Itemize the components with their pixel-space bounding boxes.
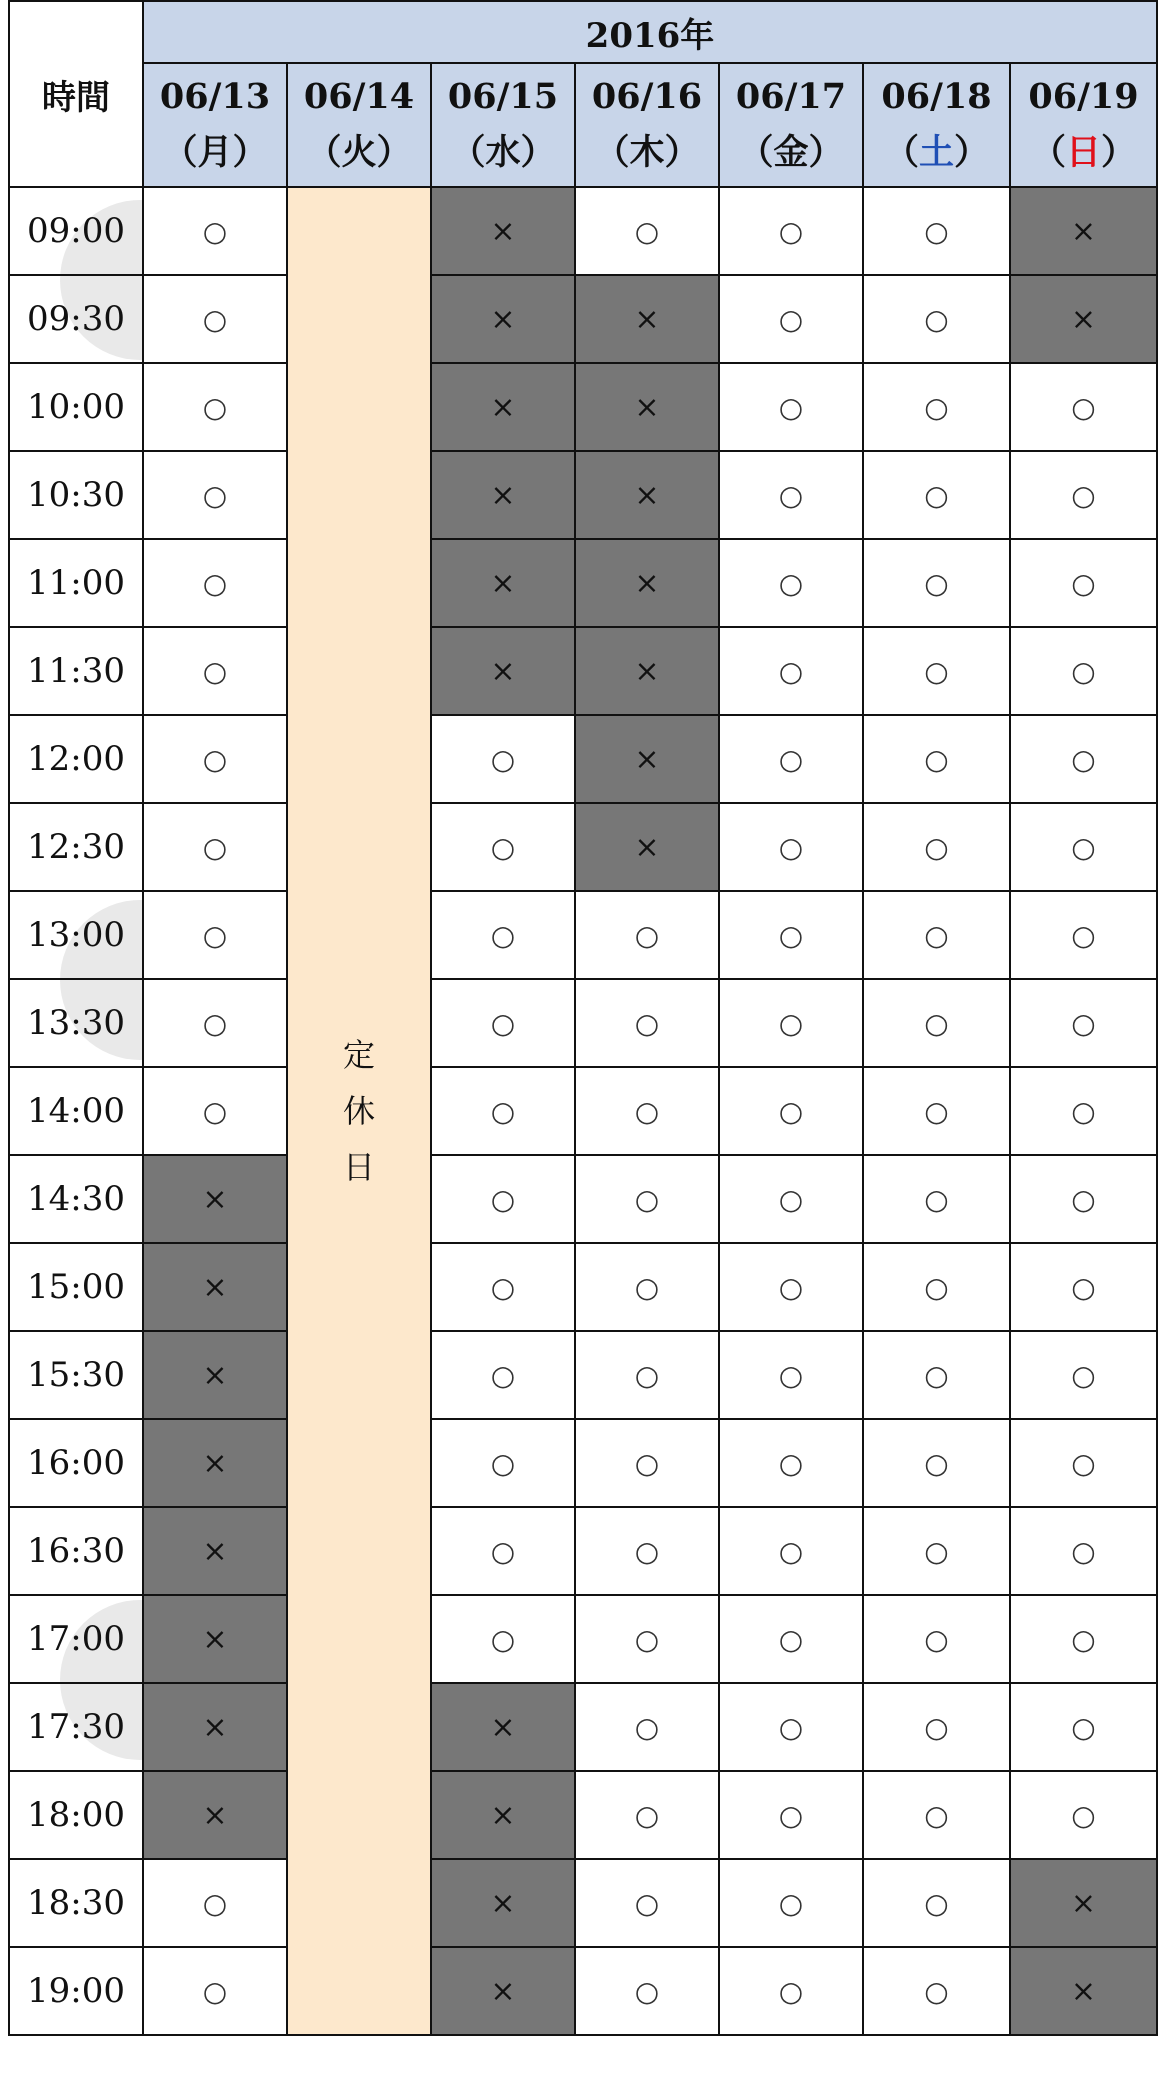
time-row [9,451,1157,539]
slot-available[interactable]: ○ [719,1859,863,1947]
day-header-06-14 [287,63,431,187]
slot-available[interactable]: ○ [719,1331,863,1419]
day-header-row [9,63,1157,187]
slot-available[interactable]: ○ [719,363,863,451]
slot-available[interactable]: ○ [1010,1595,1157,1683]
time-row [9,539,1157,627]
slot-available[interactable]: ○ [1010,1683,1157,1771]
slot-available[interactable]: ○ [863,275,1010,363]
time-row [9,1771,1157,1859]
slot-available[interactable]: ○ [1010,1419,1157,1507]
time-label: 10:00 [9,363,143,451]
slot-available[interactable]: ○ [719,1155,863,1243]
slot-available[interactable]: ○ [863,1771,1010,1859]
slot-full: × [575,539,719,627]
day-date: 06/13 [159,76,271,117]
schedule-body [9,187,1157,2035]
slot-full: × [431,627,575,715]
slot-available[interactable]: ○ [1010,715,1157,803]
time-label: 13:00 [9,891,143,979]
slot-available[interactable]: ○ [431,979,575,1067]
slot-full: × [431,275,575,363]
slot-available[interactable]: ○ [863,187,1010,275]
day-weekday: （木） [594,132,700,173]
slot-full: × [143,1419,287,1507]
slot-available[interactable]: ○ [143,803,287,891]
slot-full: × [575,715,719,803]
time-row [9,1067,1157,1155]
slot-available[interactable]: ○ [719,1243,863,1331]
time-row [9,1155,1157,1243]
day-date: 06/19 [1028,76,1139,117]
slot-available[interactable]: ○ [431,1243,575,1331]
time-label: 11:00 [9,539,143,627]
slot-available[interactable]: ○ [1010,1771,1157,1859]
slot-available[interactable]: ○ [863,627,1010,715]
time-row [9,891,1157,979]
time-row [9,803,1157,891]
slot-available[interactable]: ○ [863,1067,1010,1155]
day-weekday: （水） [450,132,556,173]
time-label: 15:30 [9,1331,143,1419]
slot-available[interactable]: ○ [863,1859,1010,1947]
slot-available[interactable]: ○ [863,1155,1010,1243]
time-row [9,627,1157,715]
slot-available[interactable]: ○ [863,891,1010,979]
slot-available[interactable]: ○ [575,1771,719,1859]
slot-available[interactable]: ○ [143,1947,287,2035]
day-header-06-16 [575,63,719,187]
slot-available[interactable]: ○ [1010,803,1157,891]
slot-available[interactable]: ○ [431,891,575,979]
day-date: 06/15 [447,76,559,117]
slot-available[interactable]: ○ [143,451,287,539]
slot-full: × [431,539,575,627]
slot-available[interactable]: ○ [1010,979,1157,1067]
time-row [9,187,1157,275]
time-row [9,363,1157,451]
slot-full: × [431,1683,575,1771]
slot-available[interactable]: ○ [719,187,863,275]
day-header-06-18 [863,63,1010,187]
day-weekday: （土） [883,132,990,173]
slot-full: × [143,1507,287,1595]
slot-available[interactable]: ○ [1010,363,1157,451]
slot-available[interactable]: ○ [719,539,863,627]
time-label: 10:30 [9,451,143,539]
slot-available[interactable]: ○ [431,1419,575,1507]
slot-available[interactable]: ○ [863,715,1010,803]
day-date: 06/18 [881,76,992,117]
time-label: 16:00 [9,1419,143,1507]
slot-available[interactable]: ○ [863,539,1010,627]
day-header-06-19 [1010,63,1157,187]
slot-available[interactable]: ○ [143,715,287,803]
slot-full: × [575,451,719,539]
slot-available[interactable]: ○ [575,1155,719,1243]
slot-full: × [431,1859,575,1947]
slot-available[interactable]: ○ [143,275,287,363]
slot-full: × [575,627,719,715]
slot-available[interactable]: ○ [1010,1243,1157,1331]
time-label: 09:00 [9,187,143,275]
slot-full: × [143,1595,287,1683]
slot-available[interactable]: ○ [575,979,719,1067]
slot-full: × [1010,275,1157,363]
slot-full: × [143,1771,287,1859]
slot-available[interactable]: ○ [143,891,287,979]
slot-available[interactable]: ○ [719,1419,863,1507]
slot-available[interactable]: ○ [719,1595,863,1683]
time-label: 18:30 [9,1859,143,1947]
time-row [9,275,1157,363]
time-row [9,1859,1157,1947]
day-date: 06/17 [735,76,847,117]
time-label: 17:30 [9,1683,143,1771]
slot-available[interactable]: ○ [575,1243,719,1331]
time-row [9,979,1157,1067]
slot-available[interactable]: ○ [575,1595,719,1683]
slot-full: × [431,1947,575,2035]
time-row [9,1243,1157,1331]
slot-available[interactable]: ○ [863,803,1010,891]
slot-available[interactable]: ○ [863,1947,1010,2035]
slot-available[interactable]: ○ [575,187,719,275]
day-weekday: （金） [738,132,844,173]
slot-full: × [431,451,575,539]
time-label: 12:00 [9,715,143,803]
slot-full: × [431,1771,575,1859]
slot-available[interactable]: ○ [143,187,287,275]
time-label: 11:30 [9,627,143,715]
slot-available[interactable]: ○ [575,1067,719,1155]
slot-available[interactable]: ○ [143,979,287,1067]
slot-available[interactable]: ○ [863,1419,1010,1507]
slot-available[interactable]: ○ [143,539,287,627]
slot-available[interactable]: ○ [143,1067,287,1155]
slot-available[interactable]: ○ [575,891,719,979]
slot-available[interactable]: ○ [575,1683,719,1771]
slot-available[interactable]: ○ [431,803,575,891]
time-label: 14:00 [9,1067,143,1155]
time-row [9,1595,1157,1683]
slot-available[interactable]: ○ [431,715,575,803]
slot-available[interactable]: ○ [863,363,1010,451]
holiday-cell [287,187,431,2035]
slot-available[interactable]: ○ [719,451,863,539]
slot-available[interactable]: ○ [1010,891,1157,979]
slot-available[interactable]: ○ [719,979,863,1067]
time-label: 18:00 [9,1771,143,1859]
day-header-06-17 [719,63,863,187]
time-row [9,715,1157,803]
slot-full: × [143,1331,287,1419]
slot-available[interactable]: ○ [431,1155,575,1243]
time-label: 19:00 [9,1947,143,2035]
reservation-schedule-table [8,0,1158,2036]
slot-full: × [143,1243,287,1331]
slot-available[interactable]: ○ [575,1331,719,1419]
time-label: 15:00 [9,1243,143,1331]
slot-available[interactable]: ○ [575,1507,719,1595]
day-date: 06/14 [303,76,415,117]
holiday-label: 定休日 [342,1036,375,1186]
slot-available[interactable]: ○ [143,1859,287,1947]
day-header-06-15 [431,63,575,187]
slot-available[interactable]: ○ [431,1067,575,1155]
slot-available[interactable]: ○ [719,275,863,363]
slot-available[interactable]: ○ [719,1683,863,1771]
slot-available[interactable]: ○ [575,1947,719,2035]
slot-available[interactable]: ○ [863,1595,1010,1683]
slot-available[interactable]: ○ [863,1683,1010,1771]
time-label: 17:00 [9,1595,143,1683]
slot-available[interactable]: ○ [575,1859,719,1947]
slot-available[interactable]: ○ [1010,539,1157,627]
slot-available[interactable]: ○ [719,891,863,979]
slot-available[interactable]: ○ [863,1507,1010,1595]
time-row [9,1683,1157,1771]
slot-available[interactable]: ○ [719,627,863,715]
slot-full: × [1010,1947,1157,2035]
slot-available[interactable]: ○ [863,1331,1010,1419]
slot-available[interactable]: ○ [143,627,287,715]
slot-available[interactable]: ○ [1010,451,1157,539]
day-weekday: （月） [162,132,268,173]
slot-available[interactable]: ○ [143,363,287,451]
slot-full: × [143,1683,287,1771]
time-row [9,1947,1157,2035]
slot-full: × [575,363,719,451]
time-label: 16:30 [9,1507,143,1595]
time-column-header: 時間 [9,1,143,187]
day-date: 06/16 [591,76,703,117]
day-weekday: （火） [306,132,412,173]
slot-available[interactable]: ○ [575,1419,719,1507]
slot-full: × [1010,187,1157,275]
time-label: 12:30 [9,803,143,891]
day-weekday: （日） [1030,132,1137,173]
time-label: 13:30 [9,979,143,1067]
day-header-06-13 [143,63,287,187]
slot-available[interactable]: ○ [863,979,1010,1067]
slot-available[interactable]: ○ [719,715,863,803]
slot-available[interactable]: ○ [719,803,863,891]
slot-available[interactable]: ○ [863,1243,1010,1331]
slot-available[interactable]: ○ [1010,1507,1157,1595]
slot-available[interactable]: ○ [863,451,1010,539]
slot-available[interactable]: ○ [431,1507,575,1595]
slot-available[interactable]: ○ [431,1595,575,1683]
time-row [9,1331,1157,1419]
time-label: 14:30 [9,1155,143,1243]
slot-available[interactable]: ○ [1010,1067,1157,1155]
slot-full: × [575,803,719,891]
slot-available[interactable]: ○ [719,1507,863,1595]
slot-available[interactable]: ○ [719,1067,863,1155]
slot-full: × [575,275,719,363]
slot-available[interactable]: ○ [1010,627,1157,715]
slot-available[interactable]: ○ [1010,1331,1157,1419]
year-header: 2016年 [143,1,1157,63]
slot-available[interactable]: ○ [1010,1155,1157,1243]
slot-available[interactable]: ○ [719,1771,863,1859]
time-row [9,1419,1157,1507]
slot-full: × [1010,1859,1157,1947]
slot-full: × [143,1155,287,1243]
slot-available[interactable]: ○ [719,1947,863,2035]
slot-available[interactable]: ○ [431,1331,575,1419]
slot-full: × [431,187,575,275]
time-row [9,1507,1157,1595]
time-label: 09:30 [9,275,143,363]
slot-full: × [431,363,575,451]
